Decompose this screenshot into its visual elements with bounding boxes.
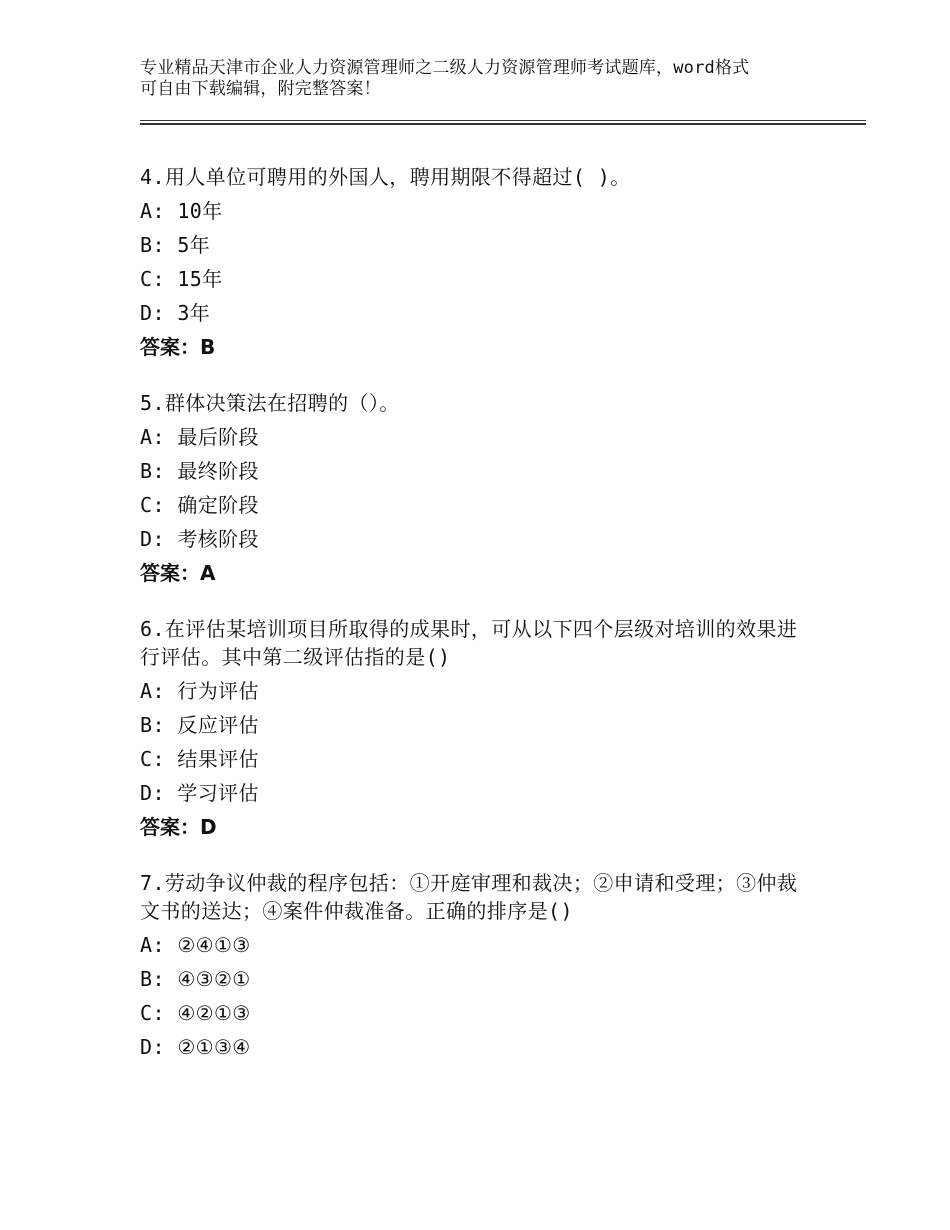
question-4 [140, 163, 810, 361]
option-a: A: 10年 [140, 199, 223, 223]
question-list [140, 163, 810, 1089]
option-c: C: 结果评估 [140, 747, 259, 771]
header-line-1: 专业精品天津市企业人力资源管理师之二级人力资源管理师考试题库，word格式 [140, 58, 750, 78]
question-stem: 5.群体决策法在招聘的（）。 [140, 391, 400, 415]
answer-label: 答案：B [140, 335, 216, 359]
question-stem: 4.用人单位可聘用的外国人，聘用期限不得超过( )。 [140, 165, 631, 189]
question-stem: 6.在评估某培训项目所取得的成果时，可从以下四个层级对培训的效果进行评估。其中第二级评估指的是() [140, 617, 798, 669]
option-b: B: 最终阶段 [140, 459, 259, 483]
header-divider-thin [140, 120, 866, 121]
option-a: A: ②④①③ [140, 933, 251, 957]
option-c: C: 确定阶段 [140, 493, 259, 517]
option-d: D: ②①③④ [140, 1035, 251, 1059]
answer-label: 答案：A [140, 561, 216, 585]
option-d: D: 学习评估 [140, 781, 259, 805]
question-5 [140, 389, 810, 587]
option-d: D: 3年 [140, 301, 211, 325]
option-b: B: 5年 [140, 233, 211, 257]
option-c: C: 15年 [140, 267, 223, 291]
answer-label: 答案：D [140, 815, 217, 839]
question-7 [140, 869, 810, 1061]
option-a: A: 行为评估 [140, 679, 259, 703]
document-header [140, 58, 840, 100]
option-a: A: 最后阶段 [140, 425, 259, 449]
option-c: C: ④②①③ [140, 1001, 251, 1025]
header-line-2: 可自由下载编辑，附完整答案！ [140, 79, 381, 99]
question-stem: 7.劳动争议仲裁的程序包括：①开庭审理和裁决；②申请和受理；③仲裁文书的送达；④案件仲裁准备。正确的排序是() [140, 871, 798, 923]
option-d: D: 考核阶段 [140, 527, 259, 551]
option-b: B: 反应评估 [140, 713, 259, 737]
question-6 [140, 615, 810, 841]
option-b: B: ④③②① [140, 967, 251, 991]
header-divider-thick [140, 123, 866, 125]
